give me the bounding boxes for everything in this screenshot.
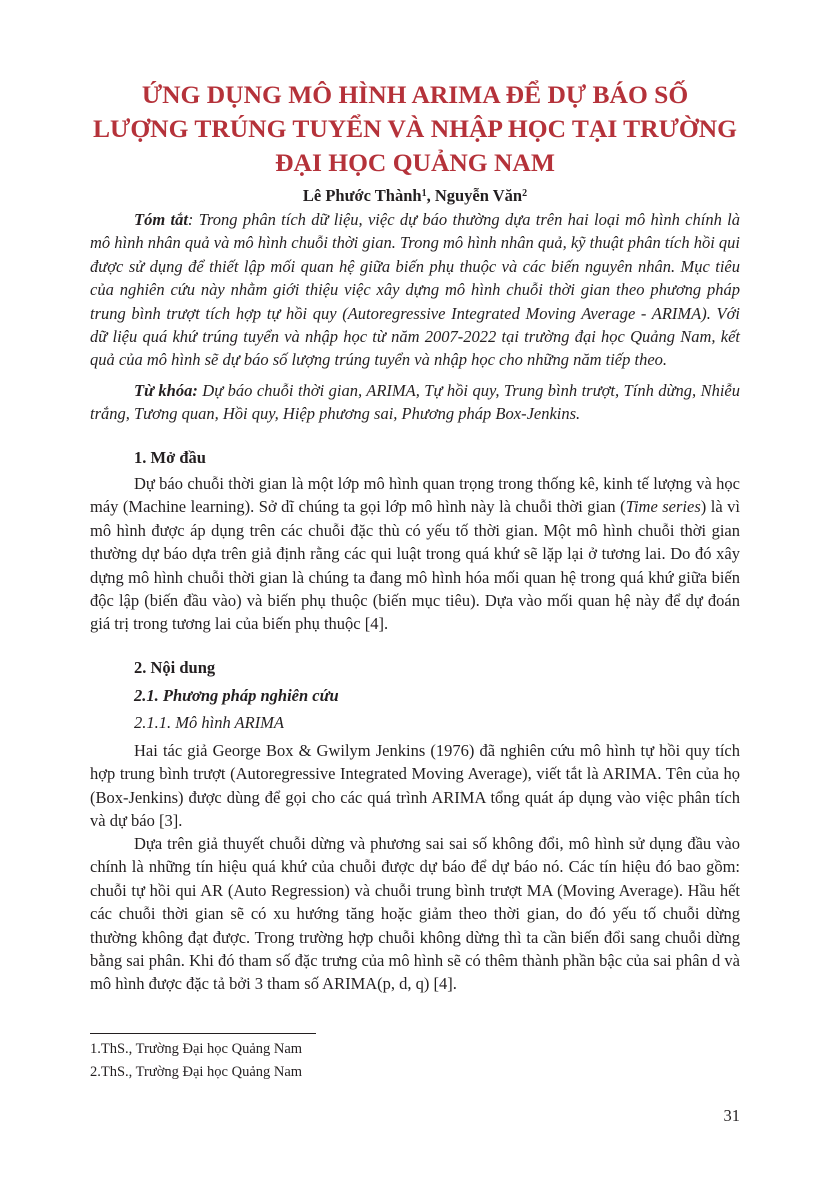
body-paragraph [90, 472, 740, 636]
intro-paragraph [90, 472, 740, 636]
author-separator: , [426, 186, 435, 205]
arima-paragraph-1 [90, 739, 740, 833]
affiliation-mark: 1 [421, 188, 427, 199]
keywords-paragraph [90, 379, 740, 426]
section-heading-intro: 1. Mở đầu [134, 448, 206, 467]
author-name: Lê Phước Thành [302, 186, 422, 205]
subsection-heading-method: 2.1. Phương pháp nghiên cứu [134, 686, 339, 705]
keywords-text: Dự báo chuỗi thời gian, ARIMA, Tự hồi quy, Trung bình trượt, Tính dừng, Nhiễu trắng, Tương quan, Hồi quy, Hiệp phương sai, Phương pháp Box-Jenkins. [90, 380, 740, 424]
term-italic: Time series [625, 497, 701, 517]
title-line: LƯỢNG TRÚNG TUYỂN VÀ NHẬP HỌC TẠI TRƯỜNG [93, 114, 737, 143]
arima-paragraph-2 [90, 832, 740, 996]
paragraph-text: ) là vì mô hình được áp dụng trên các chuỗi đặc thù có yếu tố thời gian. Một mô hình chuỗi thời gian thường dự báo dựa trên giả định rằng các qui luật trong quá khứ sẽ lặp lại ở tương lai. Do đó xây dựng mô hình chuỗi thời gian là chúng ta đang mô hình hóa mối quan hệ trong quá khứ giữa biến độc lập (biến đầu vào) và biến phụ thuộc (biến mục tiêu). Dựa vào mối quan hệ này để dự đoán giá trị trong tương lai của biến phụ thuộc [4]. [90, 497, 740, 634]
abstract-label: Tóm tắt [134, 210, 188, 229]
section-heading-content: 2. Nội dung [134, 658, 216, 677]
page-number: 31 [723, 1106, 740, 1125]
body-paragraph: Dựa trên giả thuyết chuỗi dừng và phương sai sai số không đổi, mô hình sử dụng đầu vào chính là những tín hiệu quá khứ của chuỗi được dự báo để dự báo nó. Các tín hiệu đó bao gồm: chuỗi tự hồi qui AR (Auto Regression) và chuỗi trung bình trượt MA (Moving Average). Hầu hết các chuỗi thời gian sẽ có xu hướng tăng hoặc giảm theo thời gian, do đó yếu tố chuỗi dừng thường không đạt được. Trong trường hợp chuỗi không dừng thì ta cần biến đổi sang chuỗi dừng bằng sai phân. Khi đó tham số đặc trưng của mô hình sẽ có thêm thành phần bậc của sai phân d và mô hình được đặc tả bởi 3 tham số ARIMA(p, d, q) [4]. [90, 834, 740, 994]
abstract-paragraph [90, 208, 740, 372]
affiliation-mark: 2 [522, 188, 528, 199]
paper-title [90, 78, 740, 180]
author-list [90, 183, 740, 207]
title-line: ĐẠI HỌC QUẢNG NAM [275, 148, 555, 177]
title-line: ỨNG DỤNG MÔ HÌNH ARIMA ĐỂ DỰ BÁO SỐ [141, 80, 689, 109]
author-name: Nguyễn Văn [434, 186, 523, 205]
abstract-block [90, 208, 740, 433]
body-paragraph: Hai tác giả George Box & Gwilym Jenkins (1976) đã nghiên cứu mô hình tự hồi quy tích hợp trung bình trượt (Autoregressive Integrated Moving Average), viết tắt là ARIMA. Tên của họ (Box-Jenkins) được dùng để gọi cho các quá trình ARIMA tổng quát áp dụng vào việc phân tích và dự báo [3]. [90, 741, 740, 831]
subsection-heading-arima: 2.1.1. Mô hình ARIMA [134, 713, 285, 732]
footnote: 1.ThS., Trường Đại học Quảng Nam [90, 1041, 303, 1057]
footnote: 2.ThS., Trường Đại học Quảng Nam [90, 1064, 303, 1080]
keywords-label: Từ khóa: [134, 380, 198, 400]
paragraph-text: Dự báo chuỗi thời gian là một lớp mô hình quan trọng trong thống kê, kinh tế lượng và học máy (Machine learning). Sở dĩ chúng ta gọi lớp mô hình này là chuỗi thời gian ( [90, 474, 740, 517]
footnote-divider [90, 1033, 316, 1034]
abstract-text: : Trong phân tích dữ liệu, việc dự báo thường dựa trên hai loại mô hình chính là mô hình nhân quả và mô hình chuỗi thời gian. Trong mô hình nhân quả, kỹ thuật phân tích hồi qui được sử dụng để thiết lập mối quan hệ giữa biến phụ thuộc và các biến nguyên nhân. Mục tiêu của nghiên cứu này nhằm giới thiệu việc xây dựng mô hình chuỗi thời gian theo phương pháp trung bình trượt tích hợp tự hồi quy (Autoregressive Integrated Moving Average - ARIMA). Với dữ liệu quá khứ trúng tuyển và nhập học từ năm 2007-2022 tại trường đại học Quảng Nam, kết quả của mô hình sẽ dự báo số lượng trúng tuyển và nhập học cho những năm tiếp theo. [90, 210, 740, 370]
